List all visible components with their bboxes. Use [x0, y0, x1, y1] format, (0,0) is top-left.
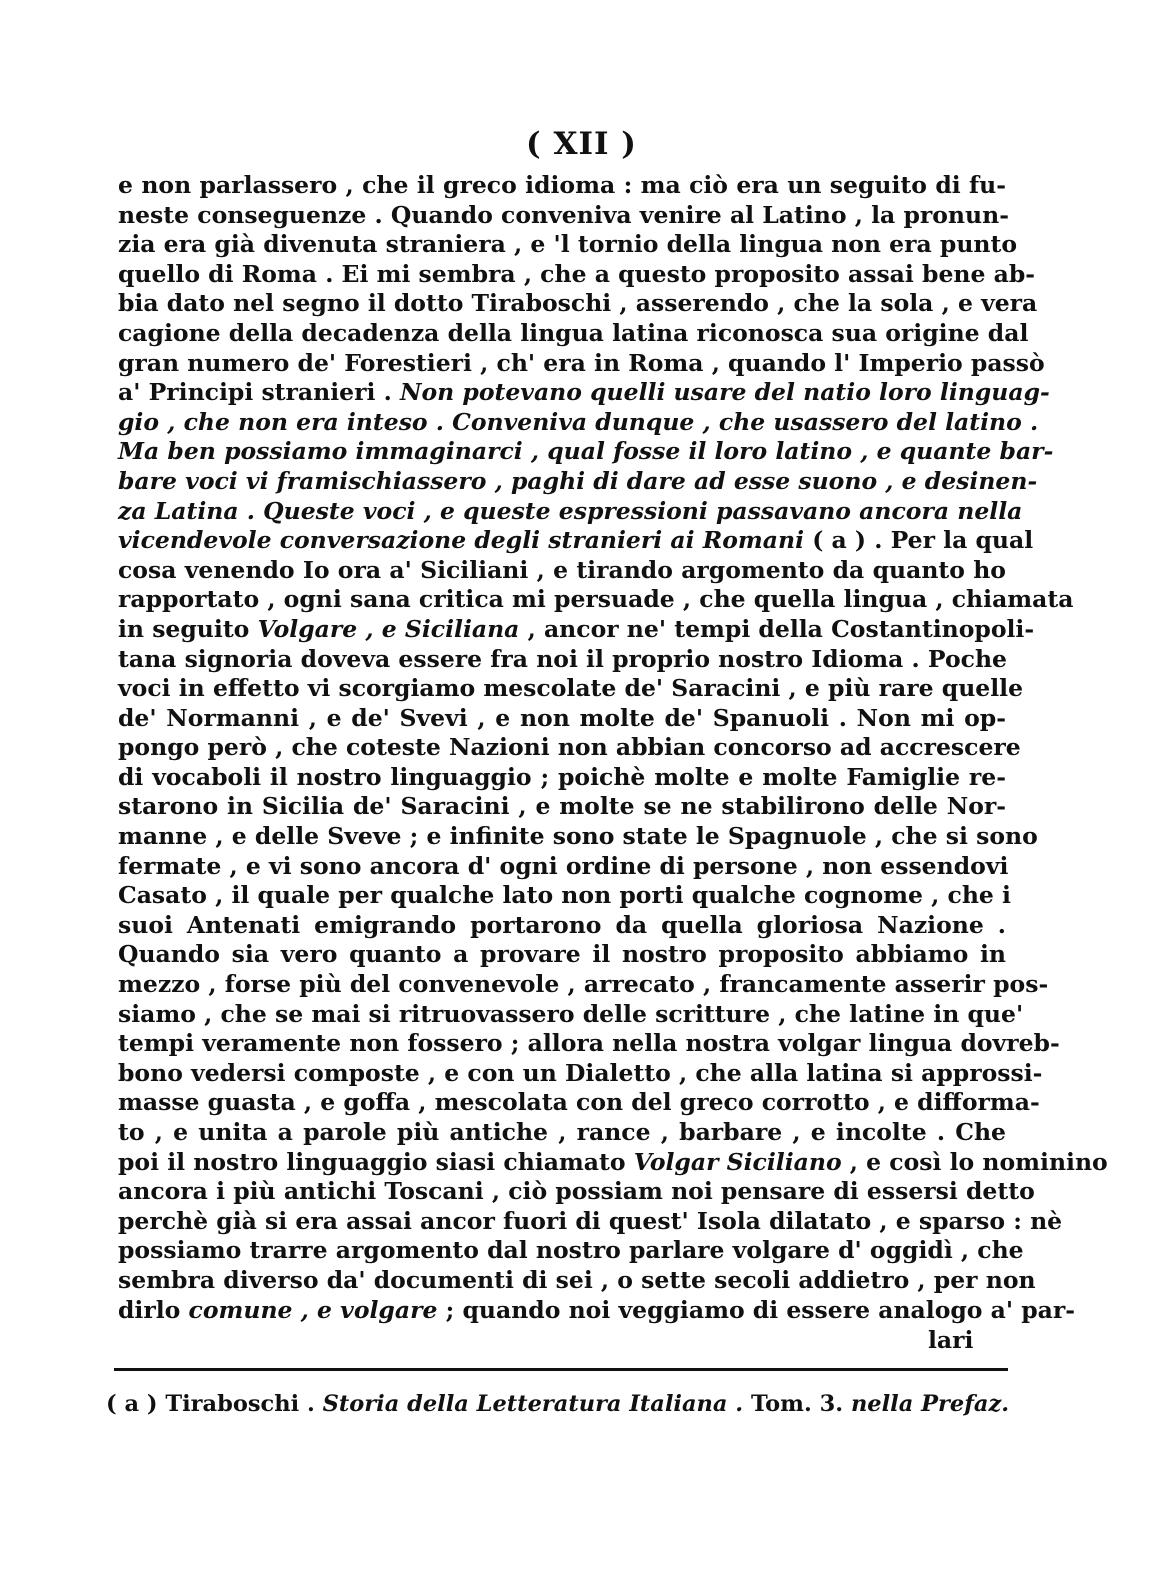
text-line	[118, 230, 1018, 260]
text-segment: possiamo trarre argomento dal nostro parlare volgare d' oggidì , che	[118, 1236, 1024, 1265]
text-segment: Casato , il quale per qualche lato non porti qualche cognome , che i	[118, 881, 1011, 910]
text-line	[118, 999, 1024, 1030]
text-line	[118, 171, 1006, 201]
text-line	[118, 1088, 1040, 1118]
text-line	[118, 348, 1045, 379]
text-segment: pongo però , che coteste Nazioni non abbian concorso ad accrescere	[118, 733, 1021, 762]
body-text	[118, 171, 1108, 1325]
italic-segment: vicendevole conversazione degli stranieri ai Romani	[118, 526, 805, 555]
text-segment: zia era già divenuta straniera , e 'l tornio della lingua non era punto	[118, 230, 1018, 259]
text-line	[118, 585, 1074, 615]
text-line	[118, 1147, 1108, 1178]
text-line	[118, 1177, 1035, 1207]
text-segment: e non parlassero , che il greco idioma : ma ciò era un seguito di fu-	[118, 171, 1006, 199]
text-line	[118, 881, 1011, 911]
text-segment: ; quando noi veggiamo di essere analogo a' par-	[437, 1295, 1076, 1324]
italic-segment: za Latina . Queste voci , e queste espressioni passavano ancora nella	[118, 496, 1023, 525]
italic-segment: Ma ben possiamo immaginarci , qual fosse il loro latino , e quante bar-	[118, 437, 1054, 466]
text-segment: tana signoria doveva essere fra noi il proprio nostro Idioma . Poche	[118, 644, 1007, 673]
italic-segment: gio , che non era inteso . Conveniva dunque , che usassero del latino .	[118, 407, 1039, 436]
text-segment: ( a ) . Per la qual	[804, 526, 1034, 555]
text-segment: siamo , che se mai si ritruovassero delle scritture , che latine in que'	[118, 999, 1024, 1028]
text-segment: suoi Antenati emigrando portarono da quella gloriosa Nazione .	[118, 910, 1006, 939]
footnote-rule	[114, 1368, 1008, 1371]
text-segment: gran numero de' Forestieri , ch' era in Roma , quando l' Imperio passò	[118, 348, 1045, 377]
text-line	[118, 674, 1024, 704]
text-segment: cagione della decadenza della lingua latina riconosca sua origine dal	[118, 318, 1029, 347]
text-line	[118, 940, 1006, 970]
text-segment: dirlo	[118, 1295, 189, 1324]
text-line	[118, 318, 1029, 349]
text-line	[118, 1118, 1006, 1148]
text-line	[118, 851, 1009, 882]
text-line	[118, 763, 1006, 793]
text-line	[118, 792, 1006, 822]
italic-segment: bare voci vi framischiassero , paghi di dare ad esse suono , e desinen-	[118, 466, 1038, 495]
text-line	[118, 437, 1054, 467]
text-line	[118, 259, 1036, 290]
text-line	[118, 1265, 1036, 1296]
text-segment: perchè già si era assai ancor fuori di quest' Isola dilatato , e sparso : nè	[118, 1206, 1063, 1235]
text-line	[118, 1295, 1076, 1326]
text-segment: mezzo , forse più del convenevole , arrecato , francamente asserir pos-	[118, 970, 1049, 999]
text-segment: bono vedersi composte , e con un Dialetto , che alla latina si approssi-	[118, 1058, 1043, 1087]
footnote-author: Tiraboschi .	[165, 1391, 315, 1417]
catchword: lari	[928, 1326, 974, 1354]
text-line	[118, 822, 1038, 852]
text-line	[118, 466, 1038, 497]
text-segment: tempi veramente non fossero ; allora nella nostra volgar lingua dovreb-	[118, 1029, 1060, 1058]
footnote-volume: Tom. 3.	[750, 1391, 844, 1417]
text-line	[118, 970, 1049, 1000]
footnote-marker: ( a )	[106, 1391, 158, 1417]
text-segment: quello di Roma . Ei mi sembra , che a questo proposito assai bene ab-	[118, 259, 1036, 288]
text-line	[118, 1206, 1063, 1237]
text-line	[118, 407, 1039, 438]
text-segment: cosa venendo Io ora a' Siciliani , e tirando argomento da quanto ho	[118, 555, 1006, 584]
text-segment: bia dato nel segno il dotto Tiraboschi , asserendo , che la sola , e vera	[118, 289, 1038, 318]
text-line	[118, 378, 1050, 408]
text-segment: a' Principi stranieri .	[118, 378, 400, 407]
text-line	[118, 704, 1006, 734]
text-line	[118, 526, 1034, 556]
footnote	[106, 1389, 1010, 1419]
text-line	[118, 289, 1038, 319]
text-segment: masse guasta , e goffa , mescolata con del greco corrotto , e difforma-	[118, 1088, 1040, 1117]
text-segment: voci in effetto vi scorgiamo mescolate de' Saracini , e più rare quelle	[118, 674, 1024, 703]
italic-segment: Non potevano quelli usare del natio loro linguag-	[399, 378, 1050, 407]
text-line	[118, 614, 1035, 645]
italic-segment: comune , e volgare	[188, 1295, 438, 1324]
text-line	[118, 1029, 1060, 1059]
text-segment: starono in Sicilia de' Saracini , e molte se ne stabilirono delle Nor-	[118, 792, 1006, 821]
text-segment: sembra diverso da' documenti di sei , o sette secoli addietro , per non	[118, 1265, 1036, 1294]
text-segment: rapportato , ogni sana critica mi persuade , che quella lingua , chiamata	[118, 585, 1074, 614]
text-segment: , e così lo nominino	[841, 1147, 1108, 1176]
text-segment: manne , e delle Sveve ; e infinite sono state le Spagnuole , che si sono	[118, 822, 1038, 851]
text-segment: fermate , e vi sono ancora d' ogni ordine di persone , non essendovi	[118, 851, 1009, 880]
text-segment: de' Normanni , e de' Svevi , e non molte de' Spanuoli . Non mi op-	[118, 703, 1006, 732]
italic-segment: Volgare , e Siciliana	[257, 614, 520, 643]
text-segment: Quando sia vero quanto a provare il nostro proposito abbiamo in	[118, 940, 1006, 969]
text-segment: di vocaboli il nostro linguaggio ; poichè molte e molte Famiglie re-	[118, 762, 1006, 791]
text-segment: ancora i più antichi Toscani , ciò possiam noi pensare di essersi detto	[118, 1177, 1035, 1206]
text-segment: neste conseguenze . Quando conveniva venire al Latino , la pronun-	[118, 200, 1009, 229]
text-segment: to , e unita a parole più antiche , rance , barbare , e incolte . Che	[118, 1118, 1006, 1146]
text-line	[118, 1236, 1024, 1266]
text-line	[118, 911, 1006, 941]
text-line	[118, 556, 1006, 586]
text-line	[118, 1058, 1043, 1089]
text-line	[118, 200, 1009, 231]
text-line	[118, 496, 1023, 527]
text-segment: , ancor ne' tempi della Costantinopoli-	[519, 614, 1035, 643]
italic-segment: Volgar Siciliano	[633, 1147, 842, 1176]
footnote-title: Storia della Letteratura Italiana .	[322, 1391, 744, 1417]
text-segment: poi il nostro linguaggio siasi chiamato	[118, 1147, 634, 1176]
text-line	[118, 645, 1006, 675]
text-line	[118, 733, 1021, 763]
page-number: ( XII )	[526, 126, 637, 162]
text-segment: in seguito	[118, 614, 258, 643]
footnote-location: nella Prefaz.	[850, 1391, 1010, 1417]
